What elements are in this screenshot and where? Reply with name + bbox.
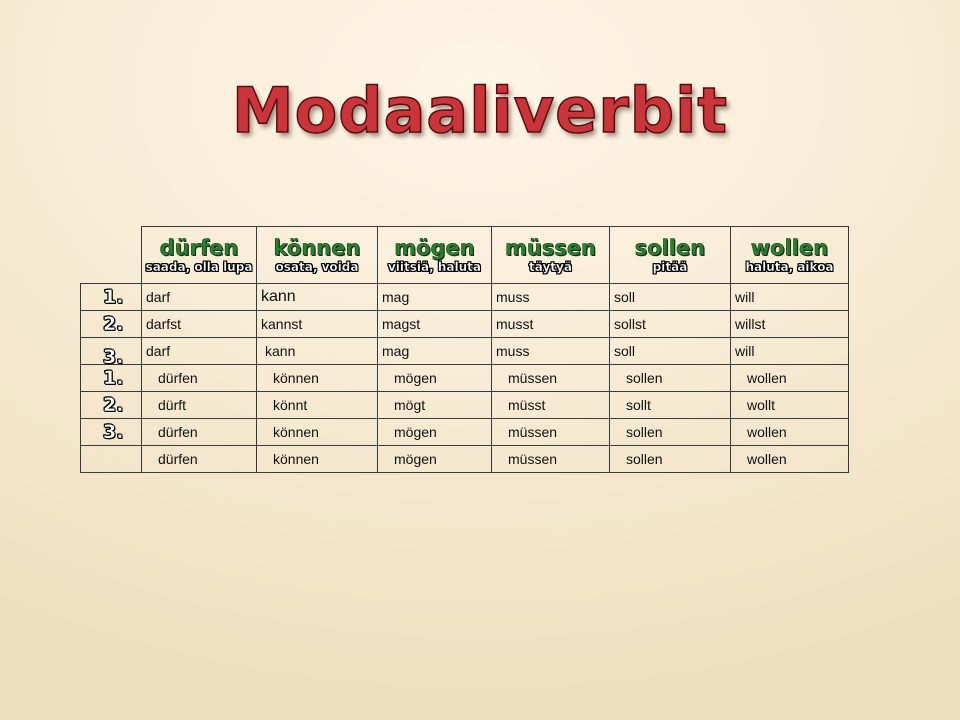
verb-form: könnt xyxy=(273,397,308,413)
person-cell xyxy=(81,338,142,368)
form-cell xyxy=(492,392,610,419)
verb-form: kann xyxy=(265,343,296,359)
form-cell xyxy=(142,338,257,365)
form-cell xyxy=(257,284,378,311)
table-row xyxy=(81,284,849,311)
form-cell xyxy=(378,284,492,311)
person-cell xyxy=(81,446,142,473)
person-cell xyxy=(81,392,142,419)
form-cell xyxy=(257,311,378,338)
form-cell xyxy=(142,284,257,311)
person-number: 3. xyxy=(103,421,124,443)
form-cell xyxy=(731,446,849,473)
form-cell xyxy=(731,392,849,419)
form-cell xyxy=(610,365,731,392)
verb-form: mögen xyxy=(394,424,437,440)
modal-verb-table xyxy=(80,226,849,473)
form-cell xyxy=(731,284,849,311)
table-row xyxy=(81,311,849,338)
verb-form: müssen xyxy=(508,424,558,440)
verb-meaning: saada, olla lupa xyxy=(145,259,253,274)
verb-form: soll xyxy=(614,289,636,305)
form-cell xyxy=(257,338,378,365)
verb-form: sollen xyxy=(626,424,663,440)
verb-form: sollst xyxy=(614,316,646,332)
verb-form: wollen xyxy=(747,424,787,440)
verb-form: mag xyxy=(382,343,410,359)
person-number: 1. xyxy=(103,286,124,308)
verb-meaning: osata, voida xyxy=(275,259,359,274)
form-cell xyxy=(610,446,731,473)
verb-header-durfen xyxy=(142,227,257,284)
verb-header-mogen xyxy=(378,227,492,284)
form-cell xyxy=(378,419,492,446)
verb-form: will xyxy=(735,343,755,359)
person-cell xyxy=(81,365,142,392)
verb-form: dürfen xyxy=(158,370,198,386)
verb-form: soll xyxy=(614,343,636,359)
form-cell xyxy=(378,392,492,419)
verb-header-konnen xyxy=(257,227,378,284)
verb-infinitive: mögen xyxy=(394,235,475,260)
form-cell xyxy=(142,419,257,446)
verb-infinitive: sollen xyxy=(634,235,706,260)
corner-cell xyxy=(81,227,142,284)
verb-header-mussen xyxy=(492,227,610,284)
verb-form: mag xyxy=(382,289,410,305)
form-cell xyxy=(610,311,731,338)
verb-meaning: viitsiä, haluta xyxy=(387,259,481,274)
table-row xyxy=(81,338,849,365)
verb-infinitive: müssen xyxy=(504,235,597,260)
verb-form: können xyxy=(273,451,319,467)
form-cell xyxy=(142,365,257,392)
form-cell xyxy=(492,338,610,365)
form-cell xyxy=(610,338,731,365)
verb-form: können xyxy=(273,370,319,386)
form-cell xyxy=(492,311,610,338)
verb-form: darf xyxy=(146,289,171,305)
person-number: 3. xyxy=(103,346,124,368)
verb-form: willst xyxy=(735,316,766,332)
verb-meaning: haluta, aikoa xyxy=(745,259,834,274)
verb-form: wollt xyxy=(747,397,776,413)
verb-meaning: pitää xyxy=(652,259,688,274)
person-cell xyxy=(81,419,142,446)
form-cell xyxy=(610,392,731,419)
form-cell xyxy=(257,446,378,473)
verb-header-wollen xyxy=(731,227,849,284)
form-cell xyxy=(731,338,849,365)
verb-form: kann xyxy=(261,288,296,305)
table-row xyxy=(81,365,849,392)
person-cell xyxy=(81,284,142,311)
verb-form: sollen xyxy=(626,451,663,467)
form-cell xyxy=(257,419,378,446)
form-cell xyxy=(378,446,492,473)
verb-form: dürfen xyxy=(158,424,198,440)
person-cell xyxy=(81,311,142,338)
verb-meaning: täytyä xyxy=(529,259,572,274)
verb-form: wollen xyxy=(747,451,787,467)
form-cell xyxy=(378,338,492,365)
form-cell xyxy=(257,392,378,419)
verb-form: können xyxy=(273,424,319,440)
verb-form: darf xyxy=(146,343,171,359)
table-row xyxy=(81,392,849,419)
verb-form: darfst xyxy=(146,316,182,332)
verb-infinitive: dürfen xyxy=(159,235,239,260)
person-number: 1. xyxy=(103,367,124,389)
verb-form: dürfen xyxy=(158,451,198,467)
verb-form: will xyxy=(735,289,755,305)
verb-form: muss xyxy=(496,289,530,305)
person-number: 2. xyxy=(103,394,124,416)
table-row xyxy=(81,446,849,473)
form-cell xyxy=(610,419,731,446)
table-row xyxy=(81,419,849,446)
form-cell xyxy=(731,419,849,446)
form-cell xyxy=(142,392,257,419)
form-cell xyxy=(731,311,849,338)
slide-title: Modaaliverbit xyxy=(231,74,729,147)
verb-form: musst xyxy=(496,316,534,332)
form-cell xyxy=(378,365,492,392)
verb-form: muss xyxy=(496,343,530,359)
verb-form: sollt xyxy=(626,397,651,413)
verb-form: mögt xyxy=(394,397,426,413)
form-cell xyxy=(610,284,731,311)
form-cell xyxy=(142,311,257,338)
person-number: 2. xyxy=(103,313,124,335)
form-cell xyxy=(492,419,610,446)
verb-form: müssen xyxy=(508,451,558,467)
verb-form: magst xyxy=(382,316,421,332)
verb-form: kannst xyxy=(261,316,303,332)
form-cell xyxy=(378,311,492,338)
verb-header-row xyxy=(81,227,849,284)
verb-infinitive: können xyxy=(273,235,361,260)
verb-form: mögen xyxy=(394,451,437,467)
verb-form: wollen xyxy=(747,370,787,386)
verb-form: dürft xyxy=(158,397,187,413)
verb-form: müsst xyxy=(508,397,546,413)
form-cell xyxy=(492,446,610,473)
verb-header-sollen xyxy=(610,227,731,284)
verb-infinitive: wollen xyxy=(750,235,829,260)
verb-form: mögen xyxy=(394,370,437,386)
form-cell xyxy=(257,365,378,392)
verb-form: sollen xyxy=(626,370,663,386)
form-cell xyxy=(731,365,849,392)
form-cell xyxy=(142,446,257,473)
form-cell xyxy=(492,284,610,311)
verb-form: müssen xyxy=(508,370,558,386)
form-cell xyxy=(492,365,610,392)
